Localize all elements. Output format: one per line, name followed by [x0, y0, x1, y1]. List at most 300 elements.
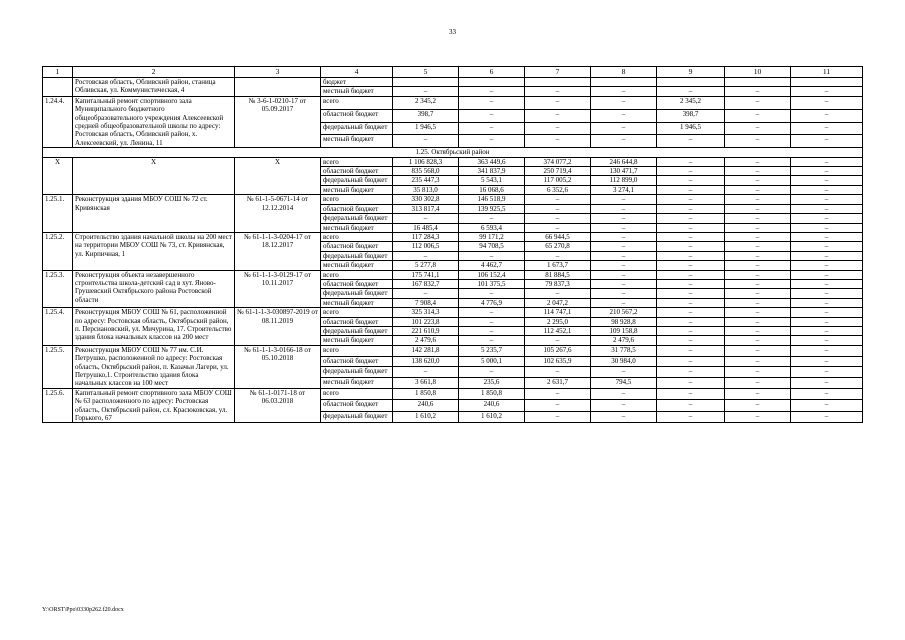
- amount-cell: –: [657, 400, 725, 412]
- amount-cell: –: [657, 336, 725, 345]
- budget-source-label: областной бюджет: [321, 204, 393, 213]
- amount-cell: 794,5: [591, 378, 657, 389]
- region-title: 1.25. Октябрьский район: [43, 148, 863, 157]
- amount-cell: –: [591, 400, 657, 412]
- object-number-cell: 1.25.2.: [43, 232, 73, 270]
- amount-cell: –: [791, 167, 863, 176]
- amount-cell: –: [591, 214, 657, 223]
- amount-cell: –: [657, 87, 725, 96]
- amount-cell: –: [591, 298, 657, 307]
- object-document-cell: Х: [235, 157, 321, 195]
- amount-cell: –: [725, 356, 791, 367]
- amount-cell: –: [459, 367, 525, 378]
- amount-cell: 1 850,8: [393, 388, 459, 400]
- budget-table: [42, 66, 863, 423]
- budget-source-label: областной бюджет: [321, 317, 393, 326]
- budget-source-label: всего: [321, 270, 393, 279]
- object-number-cell: 1.25.4.: [43, 308, 73, 346]
- amount-cell: –: [791, 96, 863, 109]
- amount-cell: –: [725, 279, 791, 288]
- amount-cell: –: [725, 122, 791, 135]
- amount-cell: [791, 78, 863, 87]
- header-cell: 1: [43, 67, 73, 78]
- amount-cell: –: [459, 308, 525, 317]
- amount-cell: –: [657, 298, 725, 307]
- amount-cell: –: [791, 214, 863, 223]
- amount-cell: –: [725, 135, 791, 148]
- amount-cell: –: [725, 400, 791, 412]
- amount-cell: –: [393, 289, 459, 298]
- amount-cell: 138 620,0: [393, 356, 459, 367]
- amount-cell: –: [459, 135, 525, 148]
- amount-cell: –: [393, 135, 459, 148]
- amount-cell: –: [525, 388, 591, 400]
- amount-cell: 130 471,7: [591, 167, 657, 176]
- amount-cell: –: [791, 251, 863, 260]
- amount-cell: –: [791, 109, 863, 122]
- amount-cell: –: [791, 400, 863, 412]
- amount-cell: –: [791, 195, 863, 204]
- object-number-cell: 1.25.3.: [43, 270, 73, 308]
- budget-source-label: местный бюджет: [321, 298, 393, 307]
- amount-cell: 66 944,5: [525, 232, 591, 241]
- amount-cell: –: [791, 223, 863, 232]
- amount-cell: –: [525, 400, 591, 412]
- amount-cell: –: [459, 326, 525, 335]
- amount-cell: –: [725, 270, 791, 279]
- table-row: [43, 345, 863, 356]
- amount-cell: 2 479,6: [393, 336, 459, 345]
- amount-cell: 5 543,1: [459, 176, 525, 185]
- amount-cell: –: [591, 367, 657, 378]
- object-document-cell: № 61-1-0171-18 от 06.03.2018: [235, 388, 321, 423]
- amount-cell: 398,7: [657, 109, 725, 122]
- amount-cell: –: [791, 345, 863, 356]
- amount-cell: –: [657, 308, 725, 317]
- amount-cell: 5 235,7: [459, 345, 525, 356]
- amount-cell: 363 449,6: [459, 157, 525, 166]
- budget-source-label: федеральный бюджет: [321, 251, 393, 260]
- amount-cell: 1 106 828,3: [393, 157, 459, 166]
- amount-cell: –: [725, 261, 791, 270]
- amount-cell: [525, 78, 591, 87]
- amount-cell: –: [657, 261, 725, 270]
- amount-cell: –: [525, 411, 591, 423]
- budget-source-label: местный бюджет: [321, 378, 393, 389]
- amount-cell: –: [791, 336, 863, 345]
- amount-cell: –: [791, 242, 863, 251]
- budget-source-label: всего: [321, 308, 393, 317]
- object-name-cell: Ростовская область, Обливский район, станица Обливская, ул. Коммунистическая, 4: [73, 78, 235, 97]
- amount-cell: –: [725, 308, 791, 317]
- amount-cell: –: [525, 251, 591, 260]
- header-cell: 11: [791, 67, 863, 78]
- amount-cell: 98 928,8: [591, 317, 657, 326]
- object-name-cell: Реконструкция здания МБОУ СОШ № 72 ст. Кривянская: [73, 195, 235, 233]
- amount-cell: –: [725, 195, 791, 204]
- amount-cell: –: [725, 109, 791, 122]
- amount-cell: –: [591, 96, 657, 109]
- amount-cell: 330 302,8: [393, 195, 459, 204]
- header-row: [43, 67, 863, 78]
- budget-source-label: областной бюджет: [321, 109, 393, 122]
- amount-cell: –: [791, 87, 863, 96]
- object-number-cell: 1.25.5.: [43, 345, 73, 388]
- amount-cell: –: [459, 251, 525, 260]
- budget-source-label: всего: [321, 232, 393, 241]
- amount-cell: –: [657, 345, 725, 356]
- budget-source-label: всего: [321, 195, 393, 204]
- header-cell: 2: [73, 67, 235, 78]
- amount-cell: –: [725, 251, 791, 260]
- header-cell: 3: [235, 67, 321, 78]
- amount-cell: 167 832,7: [393, 279, 459, 288]
- amount-cell: 5 000,1: [459, 356, 525, 367]
- amount-cell: 30 984,0: [591, 356, 657, 367]
- table-row: [43, 388, 863, 400]
- amount-cell: –: [791, 279, 863, 288]
- amount-cell: –: [657, 367, 725, 378]
- amount-cell: –: [591, 135, 657, 148]
- file-path-footer: Y:\ORST\Ppo\0330p262.f20.docx: [42, 607, 124, 613]
- amount-cell: 117 005,2: [525, 176, 591, 185]
- amount-cell: –: [591, 195, 657, 204]
- amount-cell: –: [791, 326, 863, 335]
- amount-cell: 2 479,6: [591, 336, 657, 345]
- amount-cell: 112 899,0: [591, 176, 657, 185]
- amount-cell: 6 352,6: [525, 185, 591, 194]
- object-document-cell: № 61-1-1-3-0166-18 от 05.10.2018: [235, 345, 321, 388]
- amount-cell: –: [525, 135, 591, 148]
- amount-cell: 3 661,8: [393, 378, 459, 389]
- amount-cell: –: [725, 345, 791, 356]
- amount-cell: –: [725, 96, 791, 109]
- amount-cell: –: [591, 279, 657, 288]
- amount-cell: –: [725, 411, 791, 423]
- amount-cell: 175 741,1: [393, 270, 459, 279]
- amount-cell: –: [791, 204, 863, 213]
- amount-cell: 5 277,8: [393, 261, 459, 270]
- amount-cell: 109 158,8: [591, 326, 657, 335]
- amount-cell: –: [459, 317, 525, 326]
- amount-cell: –: [657, 195, 725, 204]
- amount-cell: –: [459, 109, 525, 122]
- amount-cell: –: [657, 270, 725, 279]
- amount-cell: 99 171,2: [459, 232, 525, 241]
- header-cell: 6: [459, 67, 525, 78]
- amount-cell: –: [791, 317, 863, 326]
- amount-cell: 101 375,5: [459, 279, 525, 288]
- budget-source-label: областной бюджет: [321, 400, 393, 412]
- amount-cell: 325 314,3: [393, 308, 459, 317]
- amount-cell: –: [657, 223, 725, 232]
- amount-cell: –: [525, 289, 591, 298]
- object-name-cell: Строительство здания начальной школы на 200 мест на территории МБОУ СОШ № 73, ст. Кривянская, ул. Кирпичная, 1: [73, 232, 235, 270]
- header-cell: 8: [591, 67, 657, 78]
- object-name-cell: Х: [73, 157, 235, 195]
- amount-cell: –: [657, 135, 725, 148]
- amount-cell: –: [657, 356, 725, 367]
- amount-cell: 1 610,2: [393, 411, 459, 423]
- table-row: [43, 157, 863, 166]
- page-number: 33: [449, 28, 456, 36]
- budget-source-label: бюджет: [321, 78, 393, 87]
- amount-cell: –: [725, 214, 791, 223]
- amount-cell: 117 284,3: [393, 232, 459, 241]
- object-document-cell: № 61-1-1-3-0204-17 от 18.12.2017: [235, 232, 321, 270]
- amount-cell: –: [459, 96, 525, 109]
- table-row: [43, 232, 863, 241]
- budget-source-label: областной бюджет: [321, 356, 393, 367]
- table-row: [43, 308, 863, 317]
- amount-cell: 81 884,5: [525, 270, 591, 279]
- budget-source-label: всего: [321, 157, 393, 166]
- amount-cell: –: [393, 251, 459, 260]
- amount-cell: –: [591, 261, 657, 270]
- amount-cell: 1 673,7: [525, 261, 591, 270]
- object-name-cell: Капитальный ремонт спортивного зала МБОУ СОШ № 63 расположенного по адресу: Ростовская область, Октябрьский район, сл. Красюковская, ул. Горького, 67: [73, 388, 235, 423]
- amount-cell: –: [725, 378, 791, 389]
- budget-source-label: федеральный бюджет: [321, 176, 393, 185]
- amount-cell: –: [459, 87, 525, 96]
- amount-cell: 3 274,1: [591, 185, 657, 194]
- amount-cell: –: [791, 185, 863, 194]
- budget-source-label: областной бюджет: [321, 279, 393, 288]
- amount-cell: 341 837,9: [459, 167, 525, 176]
- amount-cell: –: [725, 176, 791, 185]
- amount-cell: 102 635,9: [525, 356, 591, 367]
- amount-cell: [459, 78, 525, 87]
- object-number-cell: 1.25.6.: [43, 388, 73, 423]
- amount-cell: [591, 78, 657, 87]
- amount-cell: –: [657, 157, 725, 166]
- amount-cell: –: [459, 289, 525, 298]
- region-row: [43, 148, 863, 157]
- amount-cell: –: [591, 122, 657, 135]
- amount-cell: –: [791, 378, 863, 389]
- amount-cell: 31 778,5: [591, 345, 657, 356]
- amount-cell: –: [725, 204, 791, 213]
- budget-source-label: местный бюджет: [321, 223, 393, 232]
- amount-cell: –: [791, 411, 863, 423]
- amount-cell: –: [393, 87, 459, 96]
- amount-cell: 1 610,2: [459, 411, 525, 423]
- amount-cell: 313 817,4: [393, 204, 459, 213]
- amount-cell: 142 281,8: [393, 345, 459, 356]
- object-name-cell: Реконструкция МБОУ СОШ № 77 им. С.И. Петрушко, расположенной по адресу: Ростовская область, Октябрьский район, п. Казачьи Лагери, ул. Петрушко,1. Строительство здания блока начальных классов на 100 мест: [73, 345, 235, 388]
- amount-cell: –: [725, 336, 791, 345]
- amount-cell: –: [725, 317, 791, 326]
- amount-cell: –: [791, 298, 863, 307]
- amount-cell: –: [657, 411, 725, 423]
- object-name-cell: Капитальный ремонт спортивного зала Муниципального бюджетного общеобразовательного учреждения Алексеевской средней общеобразовательной школы по адресу: Ростовская область, Обливский район, х. Алексеевский, ул. Ленина, 11: [73, 96, 235, 147]
- amount-cell: 7 908,4: [393, 298, 459, 307]
- amount-cell: –: [591, 388, 657, 400]
- amount-cell: 1 946,5: [393, 122, 459, 135]
- table-row: [43, 270, 863, 279]
- amount-cell: –: [657, 204, 725, 213]
- amount-cell: –: [657, 378, 725, 389]
- amount-cell: –: [725, 242, 791, 251]
- amount-cell: –: [525, 367, 591, 378]
- amount-cell: 112 006,5: [393, 242, 459, 251]
- amount-cell: –: [393, 214, 459, 223]
- budget-source-label: областной бюджет: [321, 167, 393, 176]
- amount-cell: –: [393, 367, 459, 378]
- amount-cell: –: [591, 289, 657, 298]
- amount-cell: 101 223,8: [393, 317, 459, 326]
- amount-cell: [657, 78, 725, 87]
- amount-cell: 398,7: [393, 109, 459, 122]
- amount-cell: –: [725, 388, 791, 400]
- object-name-cell: Реконструкция объекта незавершенного строительства школа-детский сад в хут. Яново-Грушевский Октябрьского района Ростовской области: [73, 270, 235, 308]
- amount-cell: 139 925,5: [459, 204, 525, 213]
- object-document-cell: № 3-6-1-0210-17 от 05.09.2017: [235, 96, 321, 147]
- amount-cell: 835 568,0: [393, 167, 459, 176]
- amount-cell: –: [791, 176, 863, 185]
- amount-cell: –: [657, 326, 725, 335]
- amount-cell: –: [525, 336, 591, 345]
- table-row: [43, 96, 863, 109]
- amount-cell: –: [525, 96, 591, 109]
- budget-source-label: местный бюджет: [321, 87, 393, 96]
- amount-cell: –: [591, 109, 657, 122]
- amount-cell: –: [525, 223, 591, 232]
- header-cell: 4: [321, 67, 393, 78]
- amount-cell: 16 485,4: [393, 223, 459, 232]
- amount-cell: 114 747,1: [525, 308, 591, 317]
- amount-cell: 65 270,8: [525, 242, 591, 251]
- header-cell: 7: [525, 67, 591, 78]
- amount-cell: –: [791, 388, 863, 400]
- amount-cell: 1 946,5: [657, 122, 725, 135]
- amount-cell: –: [725, 87, 791, 96]
- amount-cell: –: [725, 367, 791, 378]
- amount-cell: 250 719,4: [525, 167, 591, 176]
- amount-cell: 246 644,8: [591, 157, 657, 166]
- amount-cell: [725, 78, 791, 87]
- table-body: [43, 67, 863, 423]
- amount-cell: –: [591, 242, 657, 251]
- amount-cell: –: [791, 356, 863, 367]
- amount-cell: –: [459, 214, 525, 223]
- amount-cell: 16 068,6: [459, 185, 525, 194]
- amount-cell: –: [657, 232, 725, 241]
- amount-cell: 105 267,6: [525, 345, 591, 356]
- object-number-cell: Х: [43, 157, 73, 195]
- amount-cell: 210 567,2: [591, 308, 657, 317]
- budget-source-label: местный бюджет: [321, 336, 393, 345]
- amount-cell: –: [725, 185, 791, 194]
- amount-cell: 94 708,5: [459, 242, 525, 251]
- amount-cell: 235 447,3: [393, 176, 459, 185]
- amount-cell: –: [791, 308, 863, 317]
- amount-cell: –: [525, 204, 591, 213]
- amount-cell: –: [791, 122, 863, 135]
- amount-cell: 4 776,9: [459, 298, 525, 307]
- amount-cell: –: [459, 336, 525, 345]
- amount-cell: –: [791, 232, 863, 241]
- object-number-cell: [43, 78, 73, 97]
- object-document-cell: [235, 78, 321, 97]
- amount-cell: –: [657, 388, 725, 400]
- object-document-cell: № 61-1-1-3-030897-2019 от 08.11.2019: [235, 308, 321, 346]
- object-name-cell: Реконструкция МБОУ СОШ № 61, расположенной по адресу: Ростовская область, Октябрьский район, п. Персиановский, ул. Мичурина, 17. Строительство здания блока начальных классов на 200 мест: [73, 308, 235, 346]
- amount-cell: –: [791, 270, 863, 279]
- budget-source-label: федеральный бюджет: [321, 289, 393, 298]
- amount-cell: 35 813,0: [393, 185, 459, 194]
- amount-cell: –: [791, 367, 863, 378]
- budget-source-label: местный бюджет: [321, 135, 393, 148]
- amount-cell: –: [725, 167, 791, 176]
- object-document-cell: № 61-1-5-0671-14 от 12.12.2014: [235, 195, 321, 233]
- amount-cell: –: [657, 279, 725, 288]
- table-row: [43, 195, 863, 204]
- budget-source-label: федеральный бюджет: [321, 367, 393, 378]
- amount-cell: –: [657, 289, 725, 298]
- amount-cell: 6 593,4: [459, 223, 525, 232]
- amount-cell: –: [459, 122, 525, 135]
- budget-source-label: федеральный бюджет: [321, 326, 393, 335]
- header-cell: 9: [657, 67, 725, 78]
- amount-cell: –: [791, 289, 863, 298]
- amount-cell: 2 631,7: [525, 378, 591, 389]
- budget-source-label: всего: [321, 388, 393, 400]
- budget-source-label: федеральный бюджет: [321, 411, 393, 423]
- amount-cell: –: [591, 411, 657, 423]
- object-number-cell: 1.24.4.: [43, 96, 73, 147]
- amount-cell: –: [657, 242, 725, 251]
- amount-cell: 240,6: [459, 400, 525, 412]
- amount-cell: –: [791, 157, 863, 166]
- amount-cell: –: [725, 289, 791, 298]
- amount-cell: –: [725, 232, 791, 241]
- amount-cell: 2 047,2: [525, 298, 591, 307]
- amount-cell: –: [657, 317, 725, 326]
- table-row: [43, 78, 863, 87]
- amount-cell: 374 077,2: [525, 157, 591, 166]
- amount-cell: –: [591, 87, 657, 96]
- amount-cell: –: [591, 232, 657, 241]
- budget-source-label: местный бюджет: [321, 261, 393, 270]
- budget-source-label: федеральный бюджет: [321, 122, 393, 135]
- amount-cell: 240,6: [393, 400, 459, 412]
- amount-cell: –: [725, 326, 791, 335]
- amount-cell: –: [657, 214, 725, 223]
- budget-source-label: местный бюджет: [321, 185, 393, 194]
- amount-cell: –: [657, 167, 725, 176]
- amount-cell: 4 462,7: [459, 261, 525, 270]
- amount-cell: 106 152,4: [459, 270, 525, 279]
- amount-cell: –: [657, 185, 725, 194]
- amount-cell: –: [525, 87, 591, 96]
- amount-cell: 2 345,2: [393, 96, 459, 109]
- amount-cell: –: [725, 298, 791, 307]
- amount-cell: 235,6: [459, 378, 525, 389]
- amount-cell: –: [591, 223, 657, 232]
- amount-cell: –: [525, 195, 591, 204]
- amount-cell: –: [657, 176, 725, 185]
- amount-cell: –: [657, 251, 725, 260]
- object-number-cell: 1.25.1.: [43, 195, 73, 233]
- budget-source-label: областной бюджет: [321, 242, 393, 251]
- amount-cell: 2 295,0: [525, 317, 591, 326]
- budget-source-label: федеральный бюджет: [321, 214, 393, 223]
- amount-cell: –: [725, 223, 791, 232]
- amount-cell: –: [525, 122, 591, 135]
- amount-cell: 112 452,1: [525, 326, 591, 335]
- amount-cell: –: [791, 261, 863, 270]
